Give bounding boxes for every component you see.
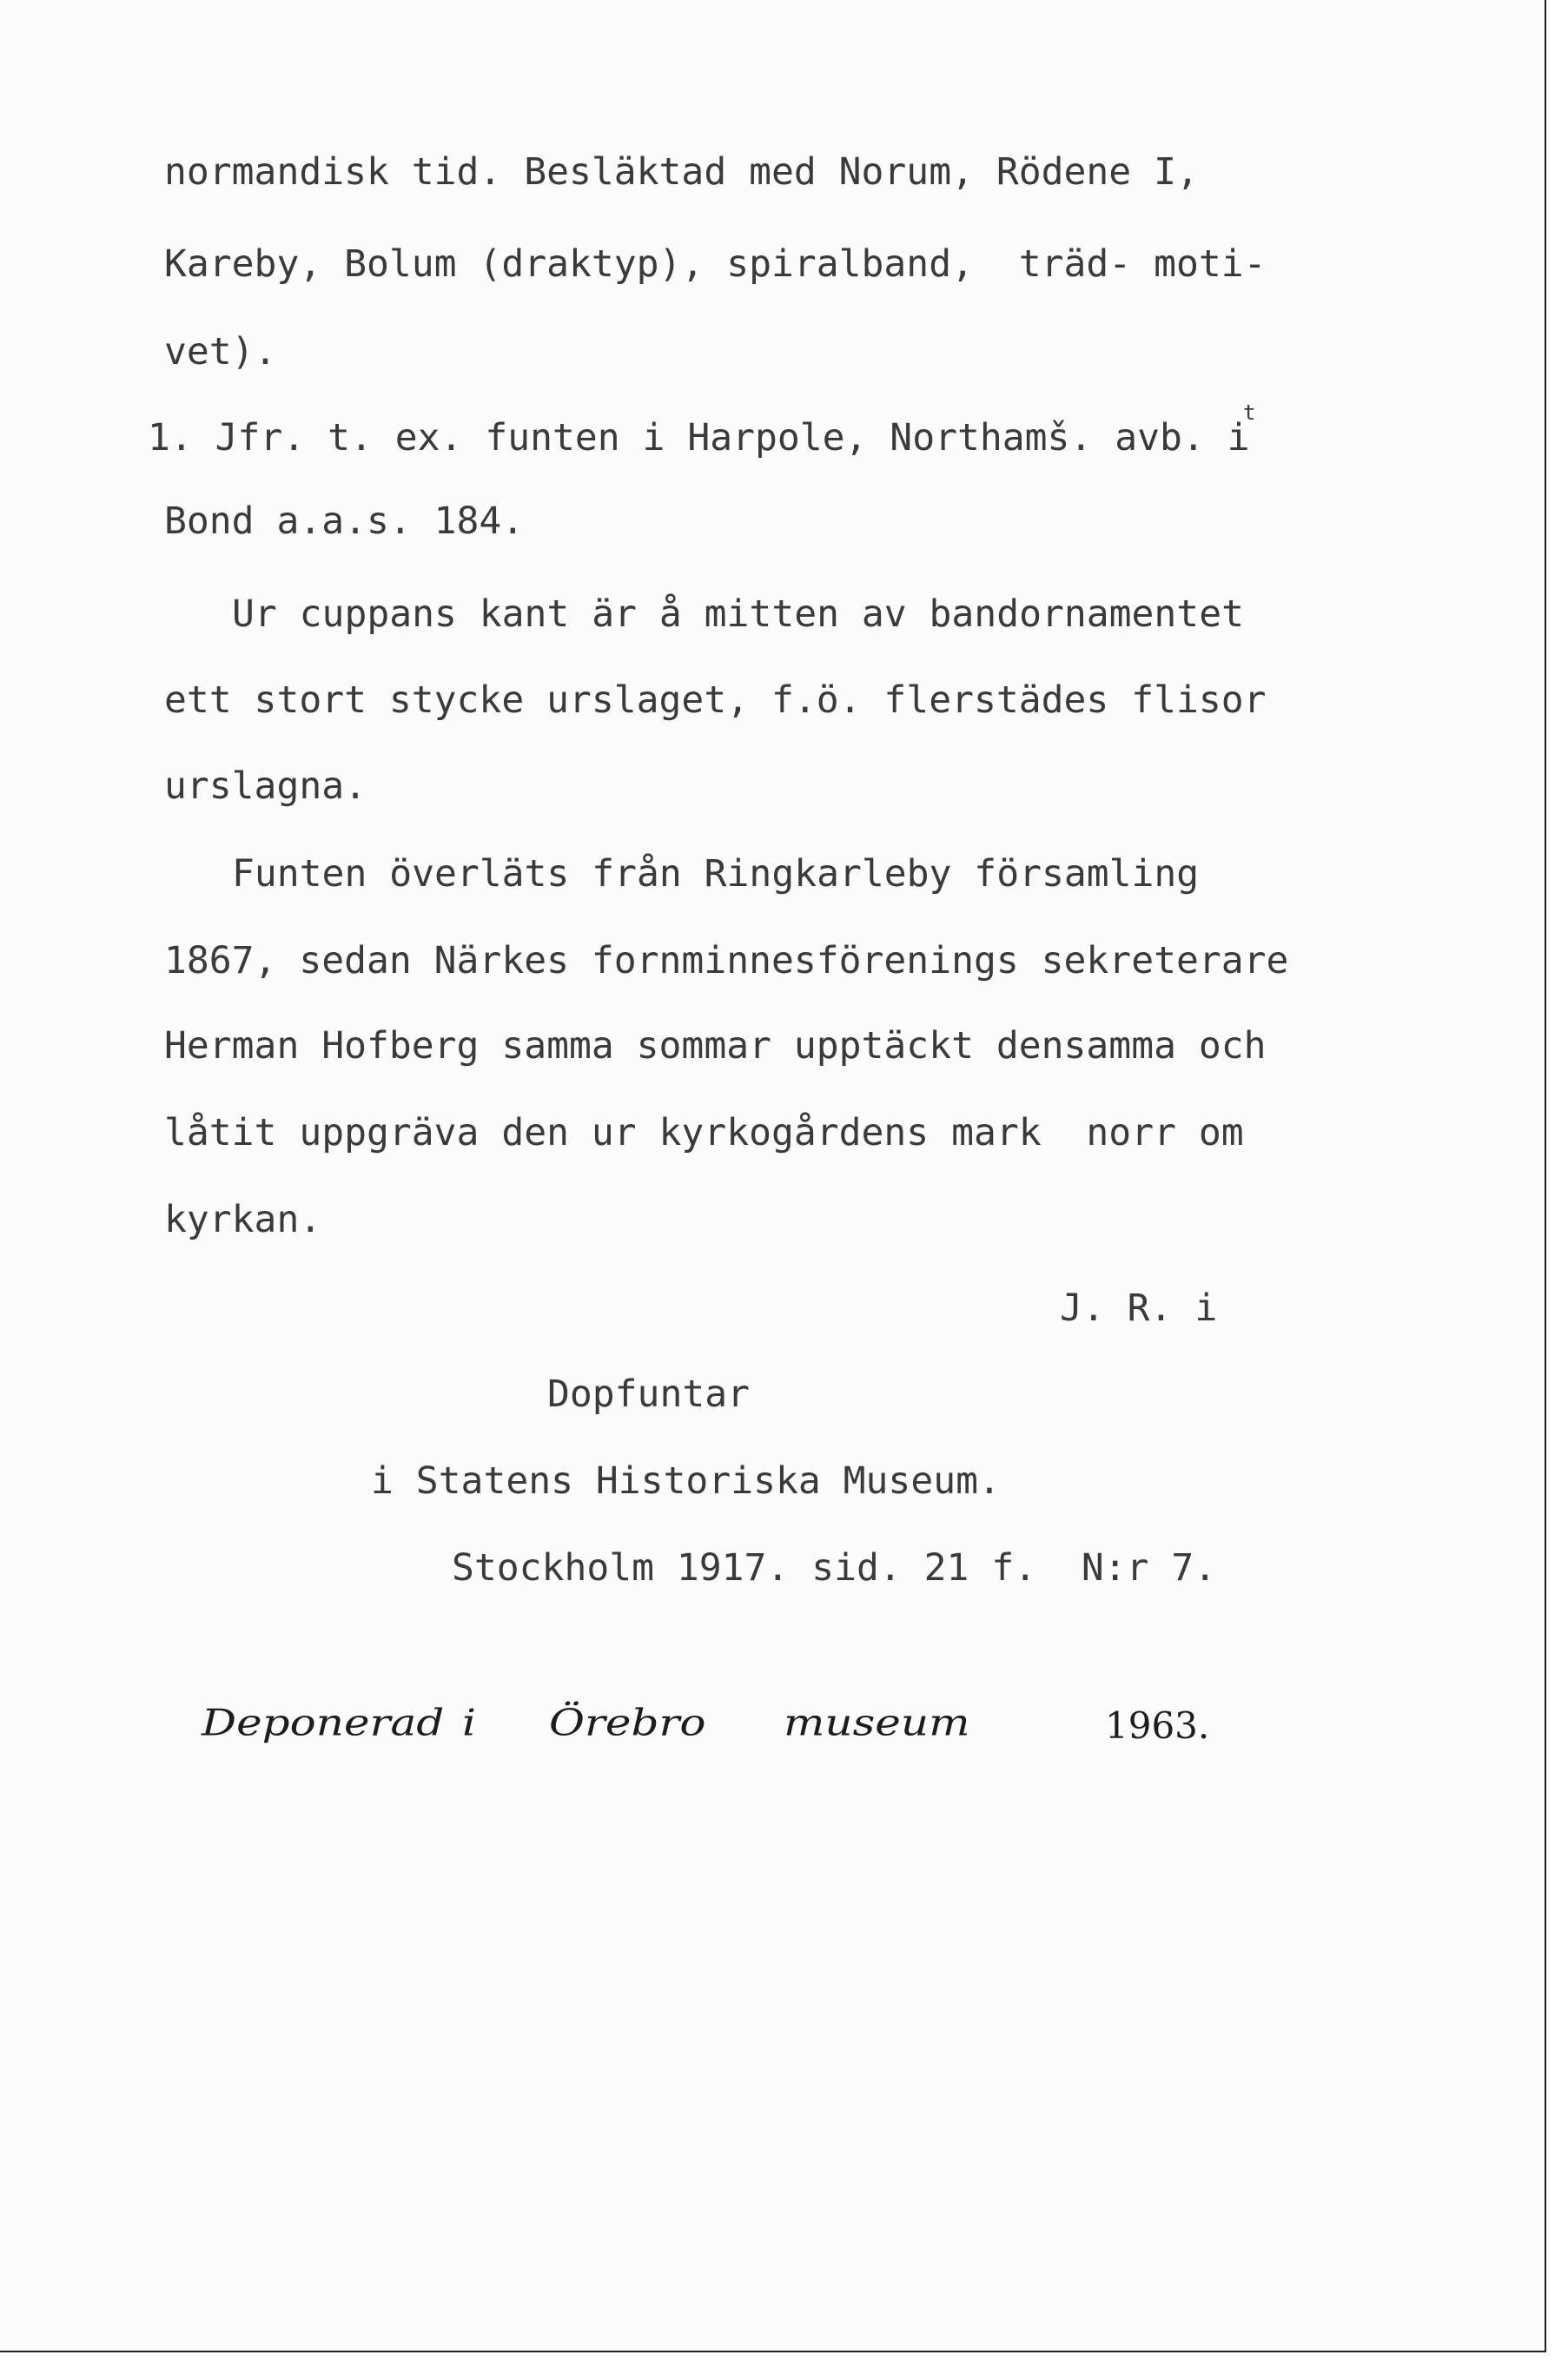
reference-subtitle: i Statens Historiska Museum.: [371, 1459, 1001, 1503]
paragraph-2-line-2: 1867, sedan Närkes fornminnesförenings sekreterare: [164, 939, 1289, 982]
paragraph-1-line-3: urslagna.: [164, 764, 367, 808]
correction-mark: t: [1243, 400, 1256, 425]
text-line-1: normandisk tid. Besläktad med Norum, Rödene I,: [164, 150, 1199, 194]
handwritten-note-row: [202, 1701, 1210, 1747]
handwritten-word-i: i: [462, 1701, 476, 1744]
text-line-3: vet).: [164, 330, 277, 374]
handwritten-word-deponerad: Deponerad: [202, 1701, 445, 1744]
handwritten-word-orebro: Örebro: [549, 1701, 706, 1744]
paragraph-1-line-2: ett stort stycke urslaget, f.ö. flerstädes flisor: [164, 678, 1267, 722]
reference-title: Dopfuntar: [547, 1373, 750, 1416]
paragraph-2-line-1: Funten överläts från Ringkarleby församling: [232, 852, 1200, 896]
handwritten-note: [202, 1701, 1210, 1747]
footnote-line-2: Bond a.a.s. 184.: [164, 499, 525, 543]
handwritten-word-museum: museum: [784, 1701, 970, 1744]
paragraph-1-line-1: Ur cuppans kant är å mitten av bandornamentet: [232, 592, 1244, 636]
text-line-2: Kareby, Bolum (draktyp), spiralband, träd- moti-: [164, 242, 1267, 286]
signature-initials: J. R. i: [1060, 1287, 1218, 1330]
handwritten-year: 1963.: [1105, 1704, 1210, 1747]
paragraph-2-line-5: kyrkan.: [164, 1198, 322, 1241]
paragraph-2-line-3: Herman Hofberg samma sommar upptäckt densamma och: [164, 1024, 1267, 1068]
reference-details: Stockholm 1917. sid. 21 f. N:r 7.: [452, 1546, 1217, 1590]
footnote-line-1: 1. Jfr. t. ex. funten i Harpole, Northamš. avb. i: [148, 416, 1250, 460]
paragraph-2-line-4: låtit uppgräva den ur kyrkogårdens mark norr om: [164, 1111, 1244, 1154]
